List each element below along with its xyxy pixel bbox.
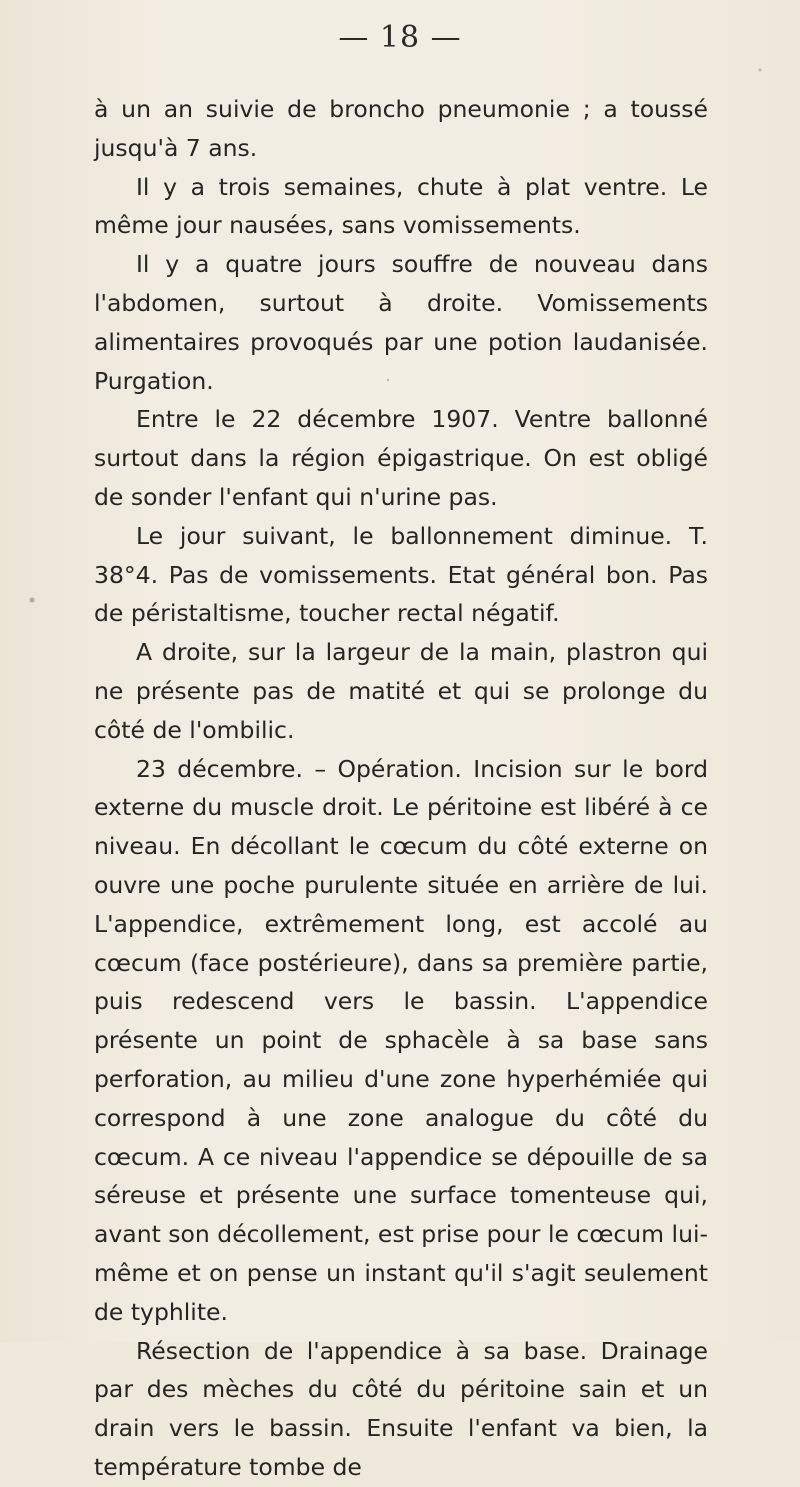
body-text (94, 90, 708, 1487)
page-number: — 18 — (338, 20, 462, 55)
paragraph: 23 décembre. – Opération. Incision sur le bord externe du muscle droit. Le péritoine est libéré à ce niveau. En décollant le cœcum du côté externe on ouvre une poche purulente située en arrière de lui. L'appendice, extrêmement long, est accolé au cœcum (face postérieure), dans sa première partie, puis redescend vers le bassin. L'appendice présente un point de sphacèle à sa base sans perforation, au milieu d'une zone hyperhémiée qui correspond à une zone analogue du côté du cœcum. A ce niveau l'appendice se dépouille de sa séreuse et présente une surface tomenteuse qui, avant son décollement, est prise pour le cœcum lui-même et on pense un instant qu'il s'agit seulement de typhlite. (94, 754, 708, 1326)
paragraph: Il y a quatre jours souffre de nouveau dans l'abdomen, surtout à droite. Vomissements alimentaires provoqués par une potion laudanisée. Purgation. (94, 250, 708, 395)
paragraph: Entre le 22 décembre 1907. Ventre ballonné surtout dans la région épigastrique. On est obligé de sonder l'enfant qui n'urine pas. (94, 405, 708, 511)
paragraph: à un an suivie de broncho pneumonie ; a toussé jusqu'à 7 ans. (94, 95, 708, 162)
paragraph: A droite, sur la largeur de la main, plastron qui ne présente pas de matité et qui se prolonge du côté de l'ombilic. (94, 638, 708, 744)
paragraph: Le jour suivant, le ballonnement diminue. T. 38°4. Pas de vomissements. Etat général bon. Pas de péristaltisme, toucher rectal négatif. (94, 521, 708, 628)
paragraph: Il y a trois semaines, chute à plat ventre. Le même jour nausées, sans vomissements. (94, 172, 708, 240)
paragraph: Résection de l'appendice à sa base. Drainage par des mèches du côté du péritoine sain et un drain vers le bassin. Ensuite l'enfant va bien, la température tombe de (94, 1336, 708, 1481)
